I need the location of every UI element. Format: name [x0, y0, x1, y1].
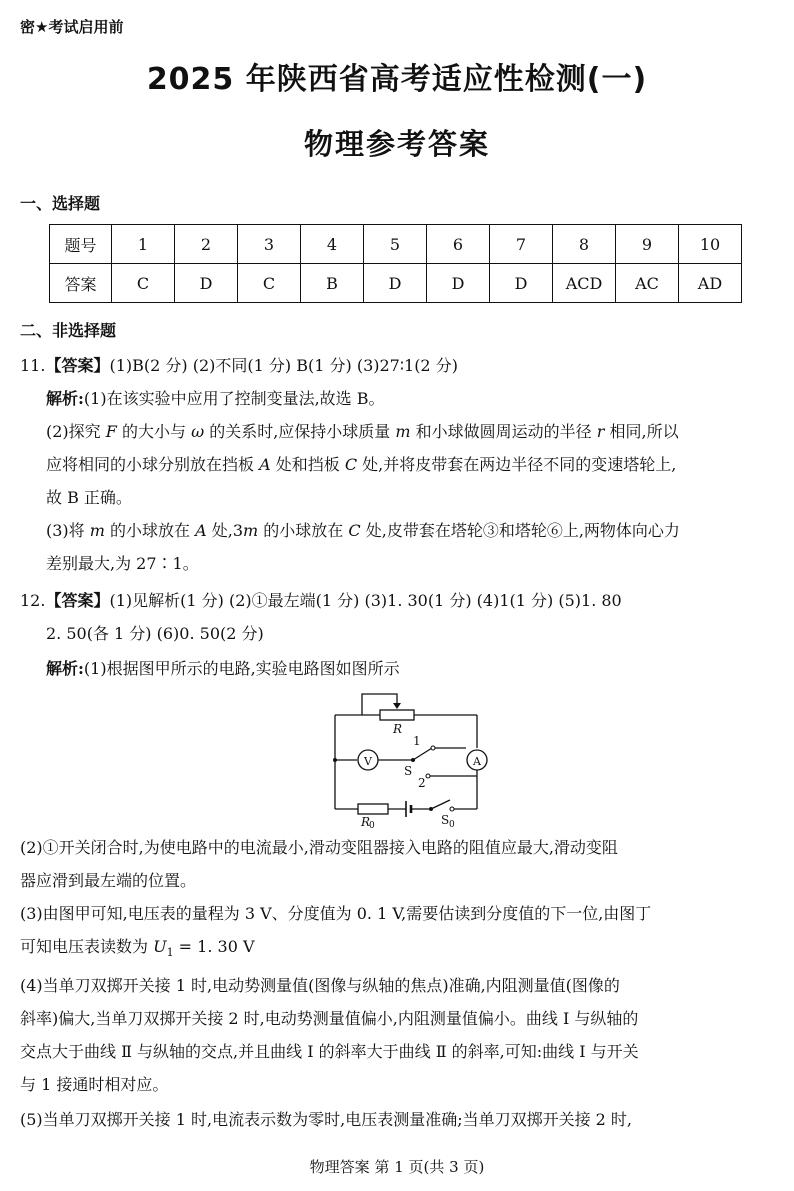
text: 的小球放在: [258, 521, 349, 540]
q12-jiexi-line: [46, 658, 400, 680]
label-S: S: [404, 764, 413, 778]
label-V: V: [364, 755, 372, 768]
table-cell: D: [490, 264, 553, 303]
circuit-diagram: [325, 688, 495, 828]
page-footer: 物理答案 第 1 页(共 3 页): [309, 1158, 485, 1176]
q11-line-5: [46, 520, 680, 542]
table-cell: 5: [364, 225, 427, 264]
table-cell: 8: [553, 225, 616, 264]
table-cell: AC: [616, 264, 679, 303]
table-header-question: 题号: [50, 225, 112, 264]
page-subtitle: 物理参考答案: [303, 127, 490, 161]
table-cell: 4: [301, 225, 364, 264]
subscript: 1: [166, 946, 174, 960]
q12-jiexi-label: 解析:: [46, 659, 84, 678]
q12-para-2b: 器应滑到最左端的位置。: [20, 871, 197, 890]
table-cell: 6: [427, 225, 490, 264]
q12-line-1: (1)根据图甲所示的电路,实验电路图如图所示: [83, 659, 400, 678]
answer-table: [49, 224, 742, 303]
rheostat-body: [380, 710, 414, 720]
table-cell: D: [175, 264, 238, 303]
q11-line-6: 差别最大,为 27∶1。: [46, 554, 199, 573]
text: 处,3: [206, 521, 244, 540]
switch-pivot: [411, 758, 415, 762]
q12-para-4d: 与 1 接通时相对应。: [20, 1075, 169, 1094]
q12-para-3a: (3)由图甲可知,电压表的量程为 3 V、分度值为 0. 1 V,需要估读到分度值的下一位,由图丁: [20, 904, 652, 923]
table-cell: 3: [238, 225, 301, 264]
var-m: m: [243, 521, 259, 540]
r0-resistor: [358, 804, 388, 814]
q12-para-2a: (2)①开关闭合时,为使电路中的电流最小,滑动变阻器接入电路的阻值应最大,滑动变阻: [20, 838, 618, 857]
q12-para-5a: (5)当单刀双掷开关接 1 时,电流表示数为零时,电压表测量准确;当单刀双掷开关接 2 时,: [20, 1110, 633, 1129]
q12-answer-line: [20, 590, 622, 612]
label-R0: R: [361, 815, 371, 828]
q11-answer-line: [20, 355, 458, 377]
label-S0-sub: 0: [449, 820, 455, 828]
var-omega: ω: [191, 422, 205, 441]
junction-dot: [333, 758, 337, 762]
var-m: m: [89, 521, 105, 540]
q11-line-1: (1)在该实验中应用了控制变量法,故选 B。: [83, 389, 385, 408]
text: 的大小与: [116, 422, 192, 441]
q11-answer: (1)B(2 分) (2)不同(1 分) B(1 分) (3)27∶1(2 分): [109, 356, 458, 375]
secret-label: 密★考试启用前: [20, 18, 124, 36]
var-C: C: [348, 521, 361, 540]
table-cell: D: [364, 264, 427, 303]
q12-para-3b: [20, 936, 255, 964]
text: 的小球放在: [104, 521, 196, 540]
q12-para-4b: 斜率)偏大,当单刀双掷开关接 2 时,电动势测量值偏小,内阻测量值偏小。曲线 Ⅰ 与纵轴的: [20, 1009, 639, 1028]
text: (2)探究: [46, 422, 106, 441]
switch-s0-blade: [431, 800, 450, 809]
q11-answer-tag: 【答案】: [45, 356, 110, 375]
label-R0-sub: 0: [369, 821, 375, 828]
label-1: 1: [413, 734, 421, 748]
q11-number: 11.: [20, 356, 46, 375]
table-cell: B: [301, 264, 364, 303]
var-r: r: [596, 422, 605, 441]
q11-jiexi-line: [46, 388, 385, 410]
var-A: A: [259, 455, 271, 474]
q12-para-4a: (4)当单刀双掷开关接 1 时,电动势测量值(图像与纵轴的焦点)准确,内阻测量值(图像的: [20, 976, 620, 995]
slider-arrow: [393, 703, 401, 709]
q11-line-2: [46, 421, 679, 443]
var-U: U: [153, 937, 167, 956]
q12-answer-tag: 【答案】: [45, 591, 110, 610]
label-S0: S: [441, 813, 450, 827]
q12-number: 12.: [20, 591, 46, 610]
page-title: 2025 年陕西省高考适应性检测(一): [146, 62, 648, 97]
q11-jiexi-label: 解析:: [46, 389, 84, 408]
section1-heading: 一、选择题: [20, 194, 101, 213]
var-F: F: [105, 422, 117, 441]
label-2: 2: [418, 776, 426, 790]
table-cell: C: [112, 264, 175, 303]
text: 应将相同的小球分别放在挡板: [46, 455, 260, 474]
text: (3)将: [46, 521, 90, 540]
var-A: A: [195, 521, 207, 540]
text: 可知电压表读数为: [20, 937, 154, 956]
text: 和小球做圆周运动的半径: [410, 422, 597, 441]
text: 相同,所以: [604, 422, 679, 441]
table-cell: 2: [175, 225, 238, 264]
q11-line-3: [46, 454, 676, 476]
table-row-questions: [50, 225, 742, 264]
table-cell: 9: [616, 225, 679, 264]
table-cell: AD: [679, 264, 742, 303]
var-m: m: [395, 422, 411, 441]
text: 处,皮带套在塔轮③和塔轮⑥上,两物体向心力: [360, 521, 680, 540]
table-cell: D: [427, 264, 490, 303]
q12-para-4c: 交点大于曲线 Ⅱ 与纵轴的交点,并且曲线 Ⅰ 的斜率大于曲线 Ⅱ 的斜率,可知:曲线 Ⅰ 与开关: [20, 1042, 639, 1061]
table-cell: C: [238, 264, 301, 303]
table-header-answer: 答案: [50, 264, 112, 303]
q11-line-4: 故 B 正确。: [46, 488, 132, 507]
table-cell: 7: [490, 225, 553, 264]
q12-answer-2: 2. 50(各 1 分) (6)0. 50(2 分): [46, 624, 264, 643]
text: 处,并将皮带套在两边半径不同的变速塔轮上,: [357, 455, 677, 474]
switch-pivot: [429, 807, 433, 811]
text: 的关系时,应保持小球质量: [204, 422, 396, 441]
var-C: C: [344, 455, 358, 474]
table-cell: 10: [679, 225, 742, 264]
label-R: R: [393, 722, 403, 736]
text: = 1. 30 V: [173, 937, 255, 956]
table-cell: ACD: [553, 264, 616, 303]
table-cell: 1: [112, 225, 175, 264]
terminal-s0: [450, 807, 454, 811]
table-row-answers: [50, 264, 742, 303]
label-A: A: [473, 755, 481, 768]
terminal-1: [431, 746, 435, 750]
switch-s-blade: [413, 748, 432, 760]
q12-answer-1: (1)见解析(1 分) (2)①最左端(1 分) (3)1. 30(1 分) (4)1(1 分) (5)1. 80: [109, 591, 622, 610]
section2-heading: 二、非选择题: [20, 321, 117, 340]
terminal-2: [426, 774, 430, 778]
text: 处和挡板: [270, 455, 345, 474]
